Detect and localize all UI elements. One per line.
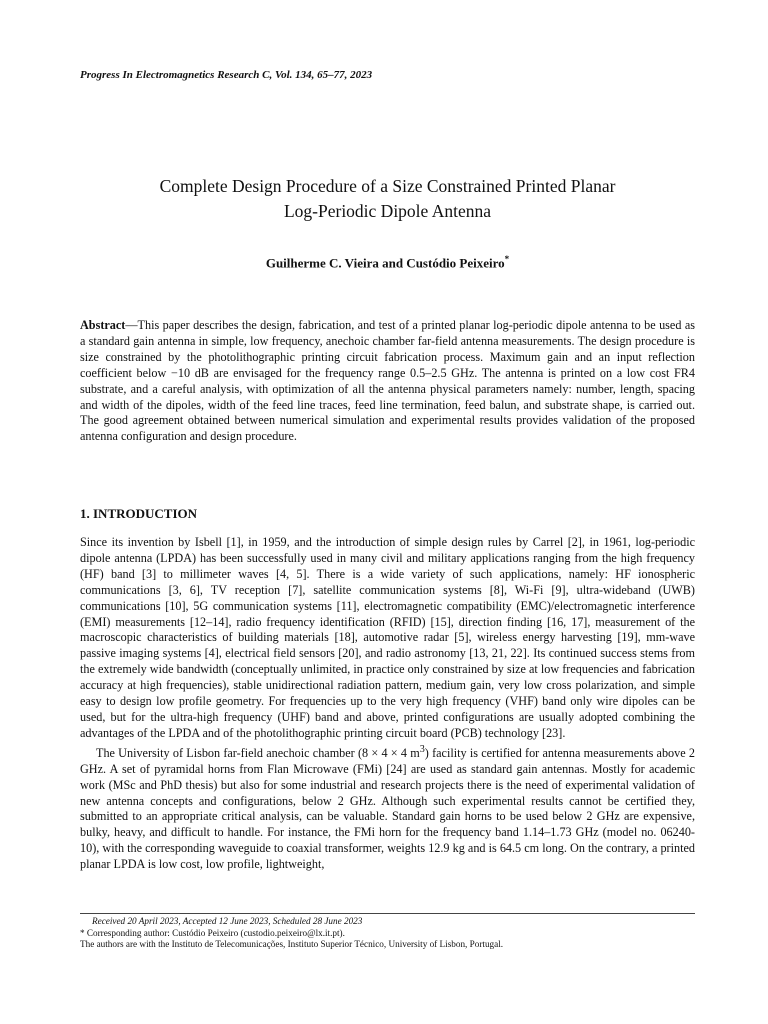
intro-paragraph-2 <box>80 742 695 873</box>
abstract-text: —This paper describes the design, fabrication, and test of a printed planar log-periodic dipole antenna to be used as a standard gain antenna in simple, low frequency, anechoic chamber far-field antenna measurements. The design procedure is size constrained by the photolithographic printing circuit fabrication process. Maximum gain and an input reflection coefficient below −10 dB are envisaged for the frequency range 0.5–2.5 GHz. The antenna is printed on a low cost FR4 substrate, and a careful analysis, with optimization of all the antenna physical parameters namely: number, length, spacing and width of the dipoles, width of the feed line traces, feed line termination, feed balun, and substrate shape, is carried out. The good agreement obtained between numerical simulation and experimental results provides validation of the proposed antenna configuration and design procedure. <box>80 318 695 444</box>
author-list <box>80 254 695 271</box>
cubic-superscript: 3 <box>419 743 425 755</box>
section-heading: 1. INTRODUCTION <box>80 506 198 521</box>
corresponding-author-mark: * <box>504 254 510 264</box>
footnote-rule <box>80 913 695 914</box>
title-line-1: Complete Design Procedure of a Size Constrained Printed Planar <box>159 176 616 196</box>
footnotes <box>80 916 695 951</box>
authors-names: Guilherme C. Vieira and Custódio Peixeiro <box>265 255 505 271</box>
intro-paragraph-1: Since its invention by Isbell [1], in 1959, and the introduction of simple design rules by Carrel [2], in 1961, log-periodic dipole antenna (LPDA) has been successfully used in many civil and military applications ranging from the high frequency (HF) band [3] to millimeter waves [4, 5]. There is a wide variety of such applications, namely: HF ionospheric communications [3, 6], TV reception [7], satellite communication systems [8], Wi-Fi [9], ultra-wideband (UWB) communications [10], 5G communication systems [11], electromagnetic compatibility (EMC)/electromagnetic interference (EMI) measurements [12–14], radio frequency identification (RFID) [15], direction finding [16, 17], measurement of the macroscopic characteristics of building materials [18], automotive radar [5], wireless energy harvesting [19], mm-wave passive imaging systems [4], electrical field sensors [20], and radio astronomy [13, 21, 22]. Its continued success stems from the extremely wide bandwidth (conceptually unlimited, in practice only constrained by size at low frequencies and fabrication accuracy at high frequencies), stable unidirectional radiation pattern, medium gain, very low cross polarization, and simple easy to design low profile geometry. For frequencies up to the very high frequency (VHF) band only wire dipoles can be used, but for the ultra-high frequency (UHF) band and above, printed configurations are usually adopted combining the advantages of the LPDA and of the photolithographic printing circuit board (PCB) technology [23]. <box>80 535 695 740</box>
abstract <box>80 318 695 445</box>
affiliation-note: The authors are with the Instituto de Telecomunicações, Instituto Superior Técnico, University of Lisbon, Portugal. <box>80 939 504 949</box>
paper-title <box>80 174 695 224</box>
introduction-body <box>80 535 695 873</box>
intro-paragraph-2-part-b: ) facility is certified for antenna measurements above 2 GHz. A set of pyramidal horns from Flan Microwave (FMi) [24] are used as standard gain antennas. Mostly for academic work (MSc and PhD thesis) but also for some industrial and research projects there is the need of experimental validation of new antenna concepts and configurations, below 2 GHz. Although such experimental results cannot be certified they, submitted to an appropriate critical analysis, can be valuable. Standard gain horns to be used below 2 GHz are expensive, bulky, heavy, and difficult to handle. For instance, the FMi horn for the frequency band 1.14–1.73 GHz (model no. 06240-10), with the corresponding waveguide to coaxial transformer, weights 12.9 kg and is 64.5 cm long. On the contrary, a printed planar LPDA is low cost, low profile, lightweight, <box>80 745 695 872</box>
corresponding-author-note: * Corresponding author: Custódio Peixeiro (custodio.peixeiro@lx.it.pt). <box>80 927 345 938</box>
intro-paragraph-2-part-a: The University of Lisbon far-field anechoic chamber (8 × 4 × 4 m <box>96 745 420 760</box>
abstract-label: Abstract <box>80 318 126 332</box>
received-dates: Received 20 April 2023, Accepted 12 June 2023, Scheduled 28 June 2023 <box>92 916 363 926</box>
journal-header: Progress In Electromagnetics Research C, Vol. 134, 65–77, 2023 <box>80 69 373 81</box>
title-line-2: Log-Periodic Dipole Antenna <box>283 201 492 221</box>
